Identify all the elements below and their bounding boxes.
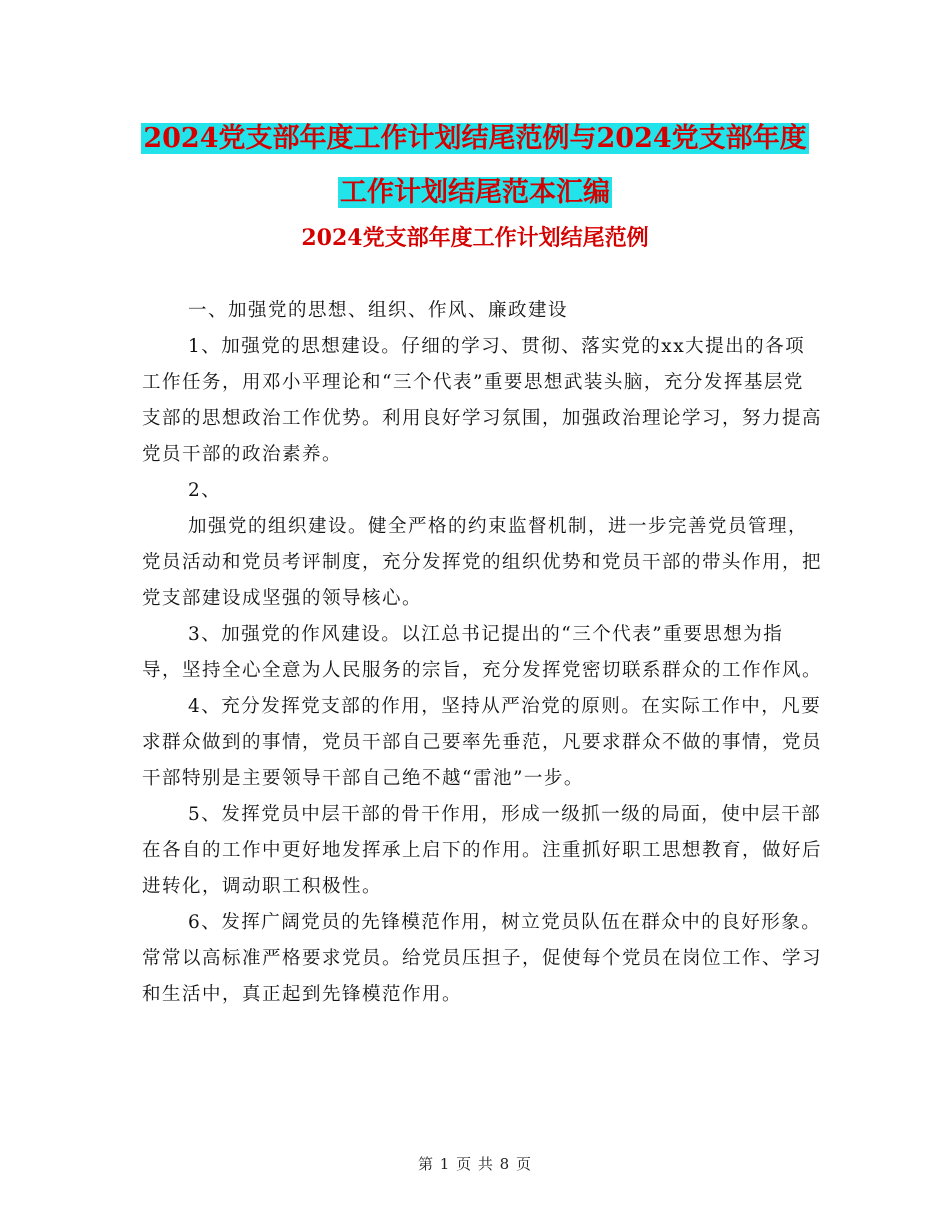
page-number-footer: 第 1 页 共 8 页 (418, 1155, 532, 1173)
document-title-line-1: 2024党支部年度工作计划结尾范例与2024党支部年度 (143, 123, 807, 154)
paragraph-item-4: 4、充分发挥党支部的作用，坚持从严治党的原则。在实际工作中，凡要求群众做到的事情，党员干部自己要率先垂范，凡要求群众不做的事情，党员干部特别是主要领导干部自己绝不越“雷池”一步。 (142, 696, 823, 789)
paragraph-item-6: 6、发挥广阔党员的先锋模范作用，树立党员队伍在群众中的良好形象。常常以高标准严格要求党员。给党员压担子，促使每个党员在岗位工作、学习和生活中，真正起到先锋模范作用。 (142, 912, 823, 1005)
document-title-line-2: 工作计划结尾范本汇编 (340, 177, 610, 208)
paragraph-heading-1: 一、加强党的思想、组织、作风、廉政建设 (188, 300, 569, 321)
section-title: 2024党支部年度工作计划结尾范例 (301, 225, 649, 251)
paragraph-item-1: 1、加强党的思想建设。仔细的学习、贯彻、落实党的xx大提出的各项工作任务，用邓小平理论和“三个代表”重要思想武装头脑，充分发挥基层党支部的思想政治工作优势。利用良好学习氛围，加强政治理论学习，努力提高党员干部的政治素养。 (142, 336, 823, 465)
paragraph-item-2: 加强党的组织建设。健全严格的约束监督机制，进一步完善党员管理，党员活动和党员考评制度，充分发挥党的组织优势和党员干部的带头作用，把党支部建设成坚强的领导核心。 (142, 516, 823, 609)
paragraph-item-2-number: 2、 (188, 480, 222, 501)
paragraph-item-5: 5、发挥党员中层干部的骨干作用，形成一级抓一级的局面，使中层干部在各自的工作中更好地发挥承上启下的作用。注重抓好职工思想教育，做好后进转化，调动职工积极性。 (142, 804, 823, 897)
document-body (142, 293, 822, 1013)
paragraph-item-3: 3、加强党的作风建设。以江总书记提出的“三个代表”重要思想为指导，坚持全心全意为人民服务的宗旨，充分发挥党密切联系群众的工作作风。 (142, 624, 823, 681)
document-title (0, 112, 950, 220)
